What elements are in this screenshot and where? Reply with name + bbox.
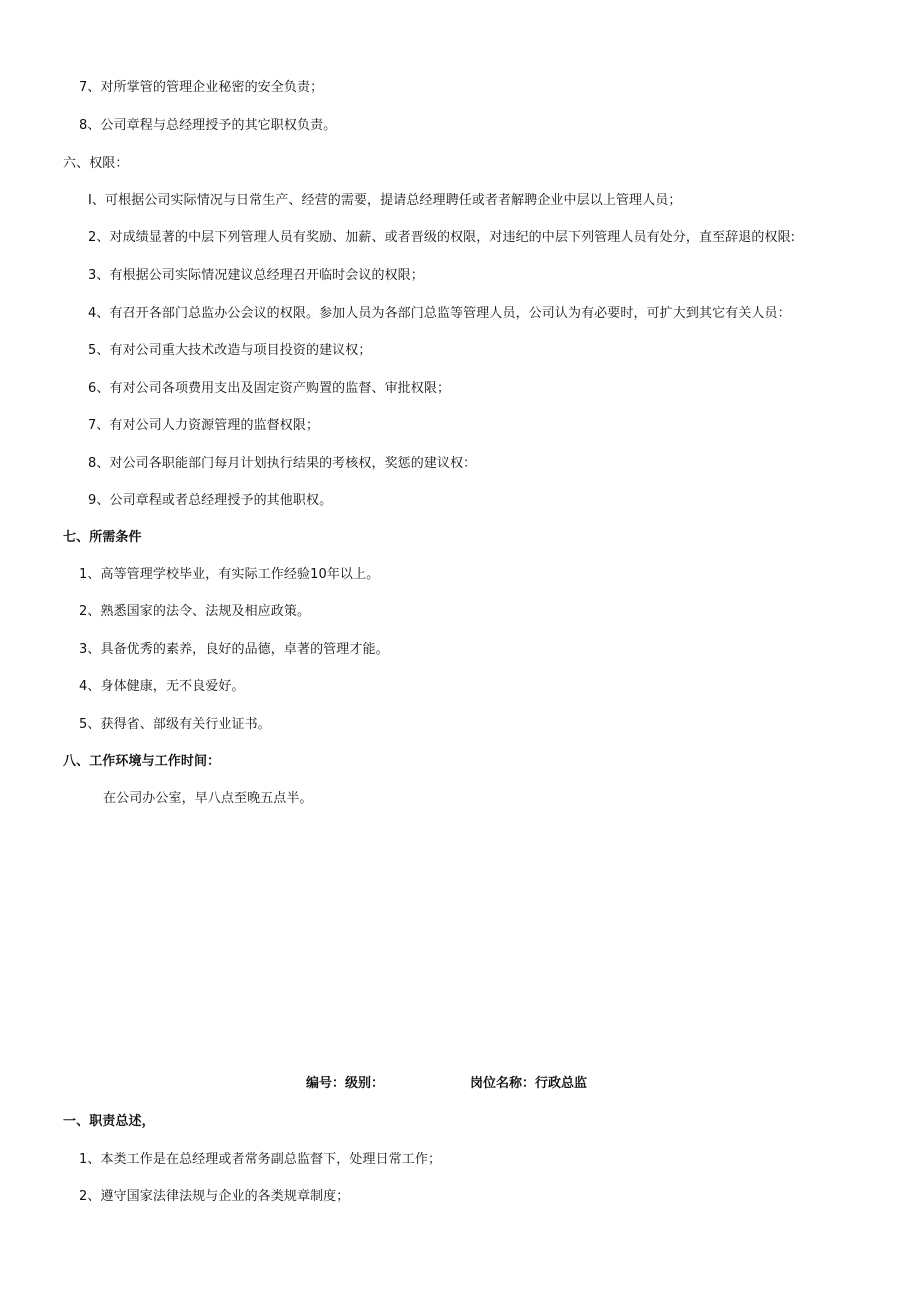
requirement-item-5: 5、获得省、部级有关行业证书。 <box>79 717 271 732</box>
permission-item-6: 6、有对公司各项费用支出及固定资产购置的监督、审批权限； <box>88 381 451 396</box>
permission-item-5: 5、有对公司重大技术改造与项目投资的建议权； <box>88 343 372 358</box>
header-code-level: 编号：级别： <box>306 1076 385 1091</box>
permission-item-1: I、可根据公司实际情况与日常生产、经营的需要，提请总经理聘任或者者解聘企业中层以上管理人员； <box>88 193 682 208</box>
requirement-item-1: 1、高等管理学校毕业，有实际工作经验10年以上。 <box>79 567 380 582</box>
permission-item-4: 4、有召开各部门总监办公会议的权限。参加人员为各部门总监等管理人员，公司认为有必要时，可扩大到其它有关人员： <box>88 306 791 321</box>
section-7-title: 七、所需条件 <box>63 530 142 545</box>
requirement-item-2: 2、熟悉国家的法令、法规及相应政策。 <box>79 604 311 619</box>
section-1-title: 一、职责总述， <box>63 1114 155 1129</box>
summary-item-1: 1、本类工作是在总经理或者常务副总监督下，处理日常工作； <box>79 1152 442 1167</box>
section-8-title: 八、工作环境与工作时间： <box>63 754 221 769</box>
permission-item-2: 2、对成绩显著的中层下列管理人员有奖励、加薪、或者晋级的权限，对违纪的中层下列管理人员有处分，直至辞退的权限: <box>88 230 796 245</box>
duty-item-7: 7、对所掌管的管理企业秘密的安全负责； <box>79 80 324 95</box>
permission-item-9: 9、公司章程或者总经理授予的其他职权。 <box>88 493 333 508</box>
work-environment-text: 在公司办公室，早八点至晚五点半。 <box>103 791 313 806</box>
permission-item-8: 8、对公司各职能部门每月计划执行结果的考核权，奖惩的建议权： <box>88 456 477 471</box>
section-6-title: 六、权限： <box>63 156 129 171</box>
summary-item-2: 2、遵守国家法律法规与企业的各类规章制度； <box>79 1189 350 1204</box>
requirement-item-4: 4、身体健康，无不良爱好。 <box>79 679 245 694</box>
duty-item-8: 8、公司章程与总经理授予的其它职权负责。 <box>79 118 337 133</box>
permission-item-3: 3、有根据公司实际情况建议总经理召开临时会议的权限； <box>88 268 424 283</box>
header-position-name: 岗位名称：行政总监 <box>470 1076 588 1091</box>
permission-item-7: 7、有对公司人力资源管理的监督权限； <box>88 418 320 433</box>
requirement-item-3: 3、具备优秀的素养，良好的品德，卓著的管理才能。 <box>79 642 389 657</box>
